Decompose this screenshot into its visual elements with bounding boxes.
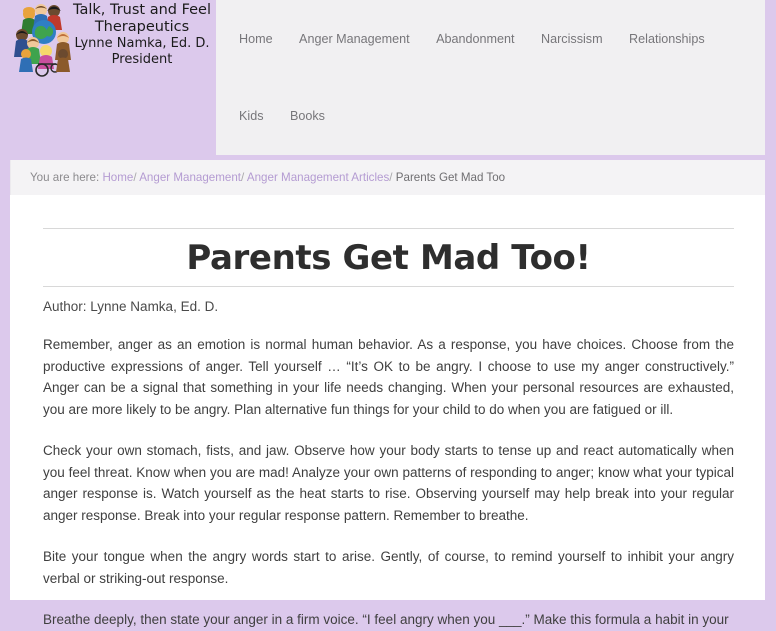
article-paragraph-4: Breathe deeply, then state your anger in a firm voice. “I feel angry when you ___.” Make this formula a habit in your: [43, 612, 729, 627]
page-title: Parents Get Mad Too!: [186, 238, 591, 278]
nav-item-books[interactable]: [279, 77, 336, 154]
site-header: [0, 0, 765, 155]
nav-link-books[interactable]: Books: [289, 109, 325, 123]
logo-title: Talk, Trust and Feel Therapeutics: [72, 2, 212, 35]
breadcrumb-link-anger-management[interactable]: Anger Management: [139, 171, 242, 184]
children-group-globe-illustration-icon: [13, 2, 75, 76]
nav-link-home[interactable]: Home: [239, 32, 273, 46]
nav-item-abandonment[interactable]: [425, 0, 525, 77]
nav-link-kids[interactable]: Kids: [239, 109, 264, 123]
breadcrumb-link-home[interactable]: Home: [102, 171, 134, 184]
content-area: [10, 195, 765, 627]
main-navigation: [216, 0, 765, 155]
breadcrumb-bar: [10, 160, 765, 195]
nav-link-narcissism[interactable]: Narcissism: [541, 32, 603, 46]
breadcrumb-separator-2: /: [241, 171, 245, 184]
page-right-margin: [765, 0, 776, 600]
logo-text-group: [68, 2, 216, 68]
article-author: Author: Lynne Namka, Ed. D.: [43, 299, 219, 314]
breadcrumb: [30, 171, 505, 184]
nav-item-anger-management[interactable]: [288, 0, 421, 77]
breadcrumb-current-page: Parents Get Mad Too: [395, 171, 506, 184]
nav-item-kids[interactable]: [228, 77, 275, 154]
site-logo-block[interactable]: [10, 0, 216, 155]
logo-subtitle-role: President: [111, 52, 173, 67]
nav-list: [216, 0, 765, 154]
article: [43, 228, 734, 631]
nav-link-relationships[interactable]: Relationships: [629, 32, 705, 46]
breadcrumb-separator-1: /: [133, 171, 137, 184]
breadcrumb-link-anger-management-articles[interactable]: Anger Management Articles: [246, 171, 390, 184]
breadcrumb-prefix: You are here:: [30, 171, 100, 184]
article-paragraph-1: Remember, anger as an emotion is normal human behavior. As a response, you have choices. Choose from the productive expressions of anger. Tell yourself … “It’s OK to be angry. I choose to use my anger constructively.” Anger can be a signal that something in your life needs changing. When your personal resources are exhausted, you are more likely to be angry. Plan alternative fun things for your child to do when you are fatigued or ill.: [43, 337, 734, 417]
breadcrumb-separator-3: /: [389, 171, 393, 184]
article-paragraph-3: Bite your tongue when the angry words start to arise. Gently, of course, to remind yourself to inhibit your angry verbal or striking-out response.: [43, 549, 734, 586]
nav-item-home[interactable]: [228, 0, 284, 77]
logo-subtitle-name: Lynne Namka, Ed. D.: [74, 36, 210, 51]
nav-link-anger-management[interactable]: Anger Management: [299, 32, 410, 46]
nav-link-abandonment[interactable]: Abandonment: [436, 32, 515, 46]
nav-item-relationships[interactable]: [618, 0, 716, 77]
nav-item-narcissism[interactable]: [530, 0, 614, 77]
article-paragraph-2: Check your own stomach, fists, and jaw. Observe how your body starts to tense up and react automatically when you feel threat. Know when you are mad! Analyze your own patterns of responding to anger; know what your typical anger response is. Watch yourself as the heat starts to rise. Observing yourself may help break into your regular anger response. Break into your regular response pattern. Remember to breathe.: [43, 443, 734, 523]
